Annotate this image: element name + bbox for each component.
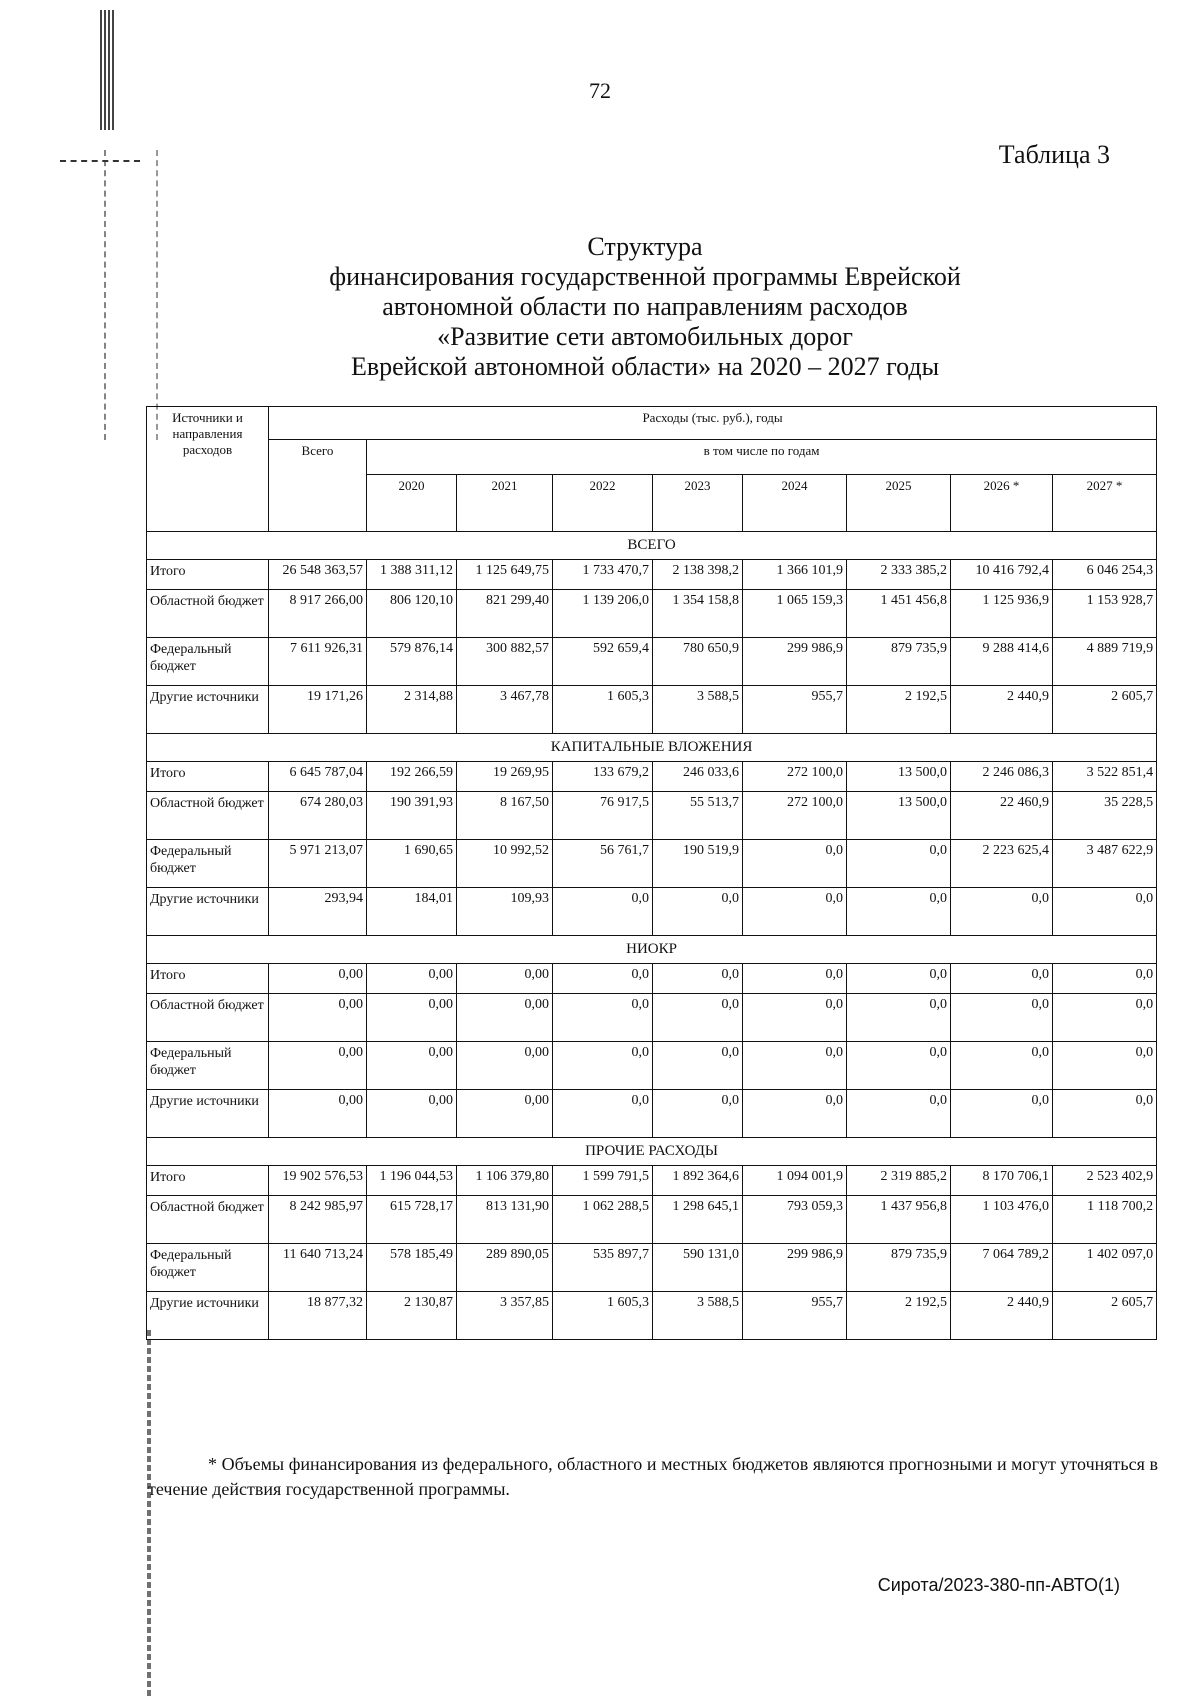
value-cell: 7 064 789,2 xyxy=(951,1244,1053,1292)
value-cell: 2 440,9 xyxy=(951,686,1053,734)
document-title xyxy=(240,232,1050,382)
value-cell: 955,7 xyxy=(743,686,847,734)
value-cell: 0,0 xyxy=(1053,994,1157,1042)
table-row xyxy=(147,1166,1157,1196)
table-row xyxy=(147,560,1157,590)
value-cell: 0,00 xyxy=(269,994,367,1042)
table-row xyxy=(147,792,1157,840)
value-cell: 1 153 928,7 xyxy=(1053,590,1157,638)
value-cell: 879 735,9 xyxy=(847,638,951,686)
header-year: 2024 xyxy=(743,475,847,532)
value-cell: 289 890,05 xyxy=(457,1244,553,1292)
value-cell: 1 402 097,0 xyxy=(1053,1244,1157,1292)
value-cell: 1 451 456,8 xyxy=(847,590,951,638)
value-cell: 10 416 792,4 xyxy=(951,560,1053,590)
value-cell: 0,00 xyxy=(457,964,553,994)
value-cell: 2 314,88 xyxy=(367,686,457,734)
document-code: Сирота/2023-380-пп-АВТО(1) xyxy=(877,1575,1120,1595)
value-cell: 0,0 xyxy=(553,964,653,994)
scan-artifact xyxy=(60,160,140,162)
value-cell: 535 897,7 xyxy=(553,1244,653,1292)
table-row xyxy=(147,686,1157,734)
value-cell: 590 131,0 xyxy=(653,1244,743,1292)
value-cell: 76 917,5 xyxy=(553,792,653,840)
value-cell: 1 892 364,6 xyxy=(653,1166,743,1196)
value-cell: 293,94 xyxy=(269,888,367,936)
value-cell: 3 522 851,4 xyxy=(1053,762,1157,792)
value-cell: 0,0 xyxy=(653,1090,743,1138)
value-cell: 3 487 622,9 xyxy=(1053,840,1157,888)
value-cell: 1 298 645,1 xyxy=(653,1196,743,1244)
value-cell: 8 242 985,97 xyxy=(269,1196,367,1244)
value-cell: 0,0 xyxy=(1053,1042,1157,1090)
table-row xyxy=(147,1196,1157,1244)
value-cell: 2 138 398,2 xyxy=(653,560,743,590)
value-cell: 133 679,2 xyxy=(553,762,653,792)
section-title: НИОКР xyxy=(147,936,1157,964)
row-label: Другие источники xyxy=(147,888,269,936)
value-cell: 13 500,0 xyxy=(847,792,951,840)
value-cell: 3 467,78 xyxy=(457,686,553,734)
value-cell: 0,0 xyxy=(847,1090,951,1138)
section-row xyxy=(147,532,1157,560)
value-cell: 299 986,9 xyxy=(743,1244,847,1292)
value-cell: 22 460,9 xyxy=(951,792,1053,840)
value-cell: 0,0 xyxy=(951,888,1053,936)
value-cell: 192 266,59 xyxy=(367,762,457,792)
value-cell: 1 125 936,9 xyxy=(951,590,1053,638)
value-cell: 10 992,52 xyxy=(457,840,553,888)
value-cell: 1 388 311,12 xyxy=(367,560,457,590)
value-cell: 0,0 xyxy=(653,888,743,936)
value-cell: 0,00 xyxy=(269,1042,367,1090)
table-row xyxy=(147,1042,1157,1090)
title-line: «Развитие сети автомобильных дорог xyxy=(437,322,853,351)
row-label: Другие источники xyxy=(147,686,269,734)
row-label: Областной бюджет xyxy=(147,590,269,638)
header-year: 2026 * xyxy=(951,475,1053,532)
table-row xyxy=(147,840,1157,888)
header-sources: Источники и направления расходов xyxy=(147,407,269,532)
header-by-years: в том числе по годам xyxy=(367,440,1157,475)
value-cell: 0,00 xyxy=(457,1090,553,1138)
value-cell: 109,93 xyxy=(457,888,553,936)
value-cell: 272 100,0 xyxy=(743,792,847,840)
value-cell: 1 605,3 xyxy=(553,686,653,734)
section-row xyxy=(147,734,1157,762)
value-cell: 0,0 xyxy=(1053,964,1157,994)
value-cell: 0,0 xyxy=(743,994,847,1042)
value-cell: 2 130,87 xyxy=(367,1292,457,1340)
value-cell: 0,0 xyxy=(847,1042,951,1090)
header-year: 2027 * xyxy=(1053,475,1157,532)
value-cell: 806 120,10 xyxy=(367,590,457,638)
value-cell: 592 659,4 xyxy=(553,638,653,686)
value-cell: 3 588,5 xyxy=(653,686,743,734)
header-year: 2022 xyxy=(553,475,653,532)
value-cell: 0,0 xyxy=(553,994,653,1042)
value-cell: 2 605,7 xyxy=(1053,1292,1157,1340)
value-cell: 13 500,0 xyxy=(847,762,951,792)
value-cell: 1 366 101,9 xyxy=(743,560,847,590)
value-cell: 0,0 xyxy=(553,1042,653,1090)
value-cell: 1 599 791,5 xyxy=(553,1166,653,1196)
financing-table xyxy=(146,406,1157,1340)
value-cell: 1 605,3 xyxy=(553,1292,653,1340)
value-cell: 0,0 xyxy=(1053,888,1157,936)
value-cell: 19 269,95 xyxy=(457,762,553,792)
value-cell: 0,0 xyxy=(1053,1090,1157,1138)
value-cell: 2 246 086,3 xyxy=(951,762,1053,792)
value-cell: 1 139 206,0 xyxy=(553,590,653,638)
value-cell: 821 299,40 xyxy=(457,590,553,638)
value-cell: 0,0 xyxy=(553,1090,653,1138)
value-cell: 0,00 xyxy=(367,964,457,994)
section-title: ПРОЧИЕ РАСХОДЫ xyxy=(147,1138,1157,1166)
value-cell: 6 046 254,3 xyxy=(1053,560,1157,590)
section-title: ВСЕГО xyxy=(147,532,1157,560)
header-year: 2023 xyxy=(653,475,743,532)
value-cell: 0,0 xyxy=(653,994,743,1042)
value-cell: 190 391,93 xyxy=(367,792,457,840)
scan-artifact xyxy=(100,10,116,130)
value-cell: 2 440,9 xyxy=(951,1292,1053,1340)
value-cell: 19 902 576,53 xyxy=(269,1166,367,1196)
value-cell: 1 106 379,80 xyxy=(457,1166,553,1196)
value-cell: 1 065 159,3 xyxy=(743,590,847,638)
header-year: 2020 xyxy=(367,475,457,532)
title-line: Структура xyxy=(587,232,703,261)
value-cell: 0,00 xyxy=(457,1042,553,1090)
page-number: 72 xyxy=(589,78,611,103)
value-cell: 8 917 266,00 xyxy=(269,590,367,638)
value-cell: 578 185,49 xyxy=(367,1244,457,1292)
scan-artifact xyxy=(147,1330,151,1697)
value-cell: 0,0 xyxy=(743,1042,847,1090)
value-cell: 1 094 001,9 xyxy=(743,1166,847,1196)
value-cell: 615 728,17 xyxy=(367,1196,457,1244)
section-row xyxy=(147,936,1157,964)
value-cell: 1 354 158,8 xyxy=(653,590,743,638)
value-cell: 190 519,9 xyxy=(653,840,743,888)
row-label: Федеральный бюджет xyxy=(147,638,269,686)
value-cell: 1 437 956,8 xyxy=(847,1196,951,1244)
row-label: Итого xyxy=(147,762,269,792)
value-cell: 0,0 xyxy=(951,964,1053,994)
value-cell: 579 876,14 xyxy=(367,638,457,686)
value-cell: 0,0 xyxy=(653,964,743,994)
value-cell: 272 100,0 xyxy=(743,762,847,792)
value-cell: 0,0 xyxy=(847,964,951,994)
value-cell: 0,00 xyxy=(367,1090,457,1138)
header-year: 2025 xyxy=(847,475,951,532)
table-row xyxy=(147,1292,1157,1340)
value-cell: 0,0 xyxy=(743,964,847,994)
value-cell: 2 192,5 xyxy=(847,686,951,734)
value-cell: 19 171,26 xyxy=(269,686,367,734)
value-cell: 0,0 xyxy=(951,1090,1053,1138)
value-cell: 1 690,65 xyxy=(367,840,457,888)
value-cell: 0,0 xyxy=(951,1042,1053,1090)
title-line: Еврейской автономной области» на 2020 – 2027 годы xyxy=(350,352,940,381)
value-cell: 56 761,7 xyxy=(553,840,653,888)
value-cell: 1 103 476,0 xyxy=(951,1196,1053,1244)
value-cell: 0,00 xyxy=(269,1090,367,1138)
value-cell: 813 131,90 xyxy=(457,1196,553,1244)
value-cell: 1 118 700,2 xyxy=(1053,1196,1157,1244)
value-cell: 2 605,7 xyxy=(1053,686,1157,734)
value-cell: 8 170 706,1 xyxy=(951,1166,1053,1196)
value-cell: 955,7 xyxy=(743,1292,847,1340)
value-cell: 0,0 xyxy=(847,840,951,888)
value-cell: 0,0 xyxy=(653,1042,743,1090)
row-label: Областной бюджет xyxy=(147,994,269,1042)
value-cell: 0,0 xyxy=(743,840,847,888)
value-cell: 879 735,9 xyxy=(847,1244,951,1292)
value-cell: 1 062 288,5 xyxy=(553,1196,653,1244)
table-label: Таблица 3 xyxy=(998,140,1110,169)
value-cell: 18 877,32 xyxy=(269,1292,367,1340)
header-expenses: Расходы (тыс. руб.), годы xyxy=(269,407,1157,440)
value-cell: 0,00 xyxy=(367,994,457,1042)
value-cell: 0,0 xyxy=(847,994,951,1042)
table-row xyxy=(147,590,1157,638)
table-row xyxy=(147,762,1157,792)
value-cell: 7 611 926,31 xyxy=(269,638,367,686)
value-cell: 299 986,9 xyxy=(743,638,847,686)
value-cell: 2 333 385,2 xyxy=(847,560,951,590)
section-row xyxy=(147,1138,1157,1166)
value-cell: 2 523 402,9 xyxy=(1053,1166,1157,1196)
value-cell: 0,00 xyxy=(457,994,553,1042)
scan-artifact xyxy=(104,150,158,440)
row-label: Другие источники xyxy=(147,1292,269,1340)
value-cell: 793 059,3 xyxy=(743,1196,847,1244)
row-label: Другие источники xyxy=(147,1090,269,1138)
row-label: Итого xyxy=(147,1166,269,1196)
value-cell: 8 167,50 xyxy=(457,792,553,840)
value-cell: 0,00 xyxy=(367,1042,457,1090)
value-cell: 11 640 713,24 xyxy=(269,1244,367,1292)
value-cell: 0,0 xyxy=(743,1090,847,1138)
title-line: автономной области по направлениям расходов xyxy=(382,292,908,321)
value-cell: 2 192,5 xyxy=(847,1292,951,1340)
value-cell: 9 288 414,6 xyxy=(951,638,1053,686)
table-row xyxy=(147,888,1157,936)
value-cell: 780 650,9 xyxy=(653,638,743,686)
row-label: Федеральный бюджет xyxy=(147,840,269,888)
value-cell: 0,0 xyxy=(743,888,847,936)
value-cell: 300 882,57 xyxy=(457,638,553,686)
value-cell: 35 228,5 xyxy=(1053,792,1157,840)
header-total: Всего xyxy=(269,440,367,532)
section-title: КАПИТАЛЬНЫЕ ВЛОЖЕНИЯ xyxy=(147,734,1157,762)
value-cell: 26 548 363,57 xyxy=(269,560,367,590)
value-cell: 6 645 787,04 xyxy=(269,762,367,792)
value-cell: 1 196 044,53 xyxy=(367,1166,457,1196)
table-row xyxy=(147,638,1157,686)
row-label: Федеральный бюджет xyxy=(147,1042,269,1090)
value-cell: 2 319 885,2 xyxy=(847,1166,951,1196)
value-cell: 3 357,85 xyxy=(457,1292,553,1340)
value-cell: 0,0 xyxy=(951,994,1053,1042)
value-cell: 1 125 649,75 xyxy=(457,560,553,590)
value-cell: 3 588,5 xyxy=(653,1292,743,1340)
value-cell: 184,01 xyxy=(367,888,457,936)
value-cell: 674 280,03 xyxy=(269,792,367,840)
footnote: * Объемы финансирования из федерального, областного и местных бюджетов являются прогнозными и могут уточняться в течение действия государственной программы. xyxy=(148,1454,1158,1499)
value-cell: 5 971 213,07 xyxy=(269,840,367,888)
row-label: Федеральный бюджет xyxy=(147,1244,269,1292)
table-row xyxy=(147,994,1157,1042)
row-label: Областной бюджет xyxy=(147,792,269,840)
table-row xyxy=(147,1090,1157,1138)
row-label: Итого xyxy=(147,964,269,994)
table-row xyxy=(147,1244,1157,1292)
value-cell: 0,0 xyxy=(847,888,951,936)
title-line: финансирования государственной программы Еврейской xyxy=(329,262,961,291)
value-cell: 0,00 xyxy=(269,964,367,994)
value-cell: 0,0 xyxy=(553,888,653,936)
value-cell: 4 889 719,9 xyxy=(1053,638,1157,686)
row-label: Итого xyxy=(147,560,269,590)
table-body xyxy=(147,532,1157,1340)
value-cell: 2 223 625,4 xyxy=(951,840,1053,888)
header-year: 2021 xyxy=(457,475,553,532)
value-cell: 246 033,6 xyxy=(653,762,743,792)
value-cell: 1 733 470,7 xyxy=(553,560,653,590)
value-cell: 55 513,7 xyxy=(653,792,743,840)
row-label: Областной бюджет xyxy=(147,1196,269,1244)
table-row xyxy=(147,964,1157,994)
